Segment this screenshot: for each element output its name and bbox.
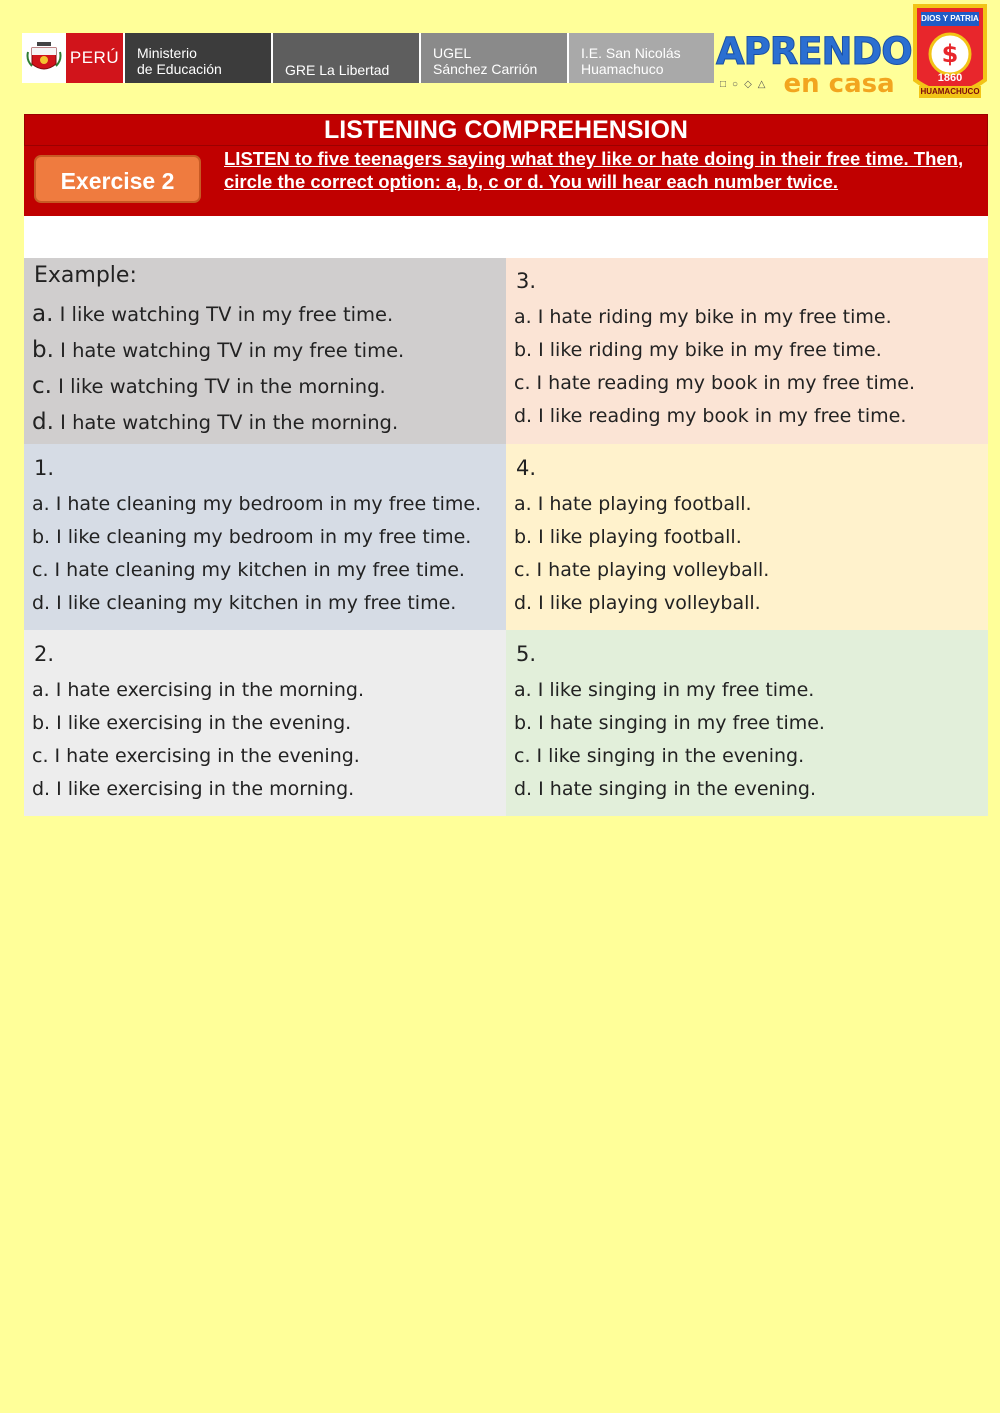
question-2-option-a[interactable]: a. I hate exercising in the morning. bbox=[32, 679, 365, 701]
question-number: 1. bbox=[34, 456, 55, 480]
question-3-option-b[interactable]: b. I like riding my bike in my free time. bbox=[514, 339, 882, 361]
question-number: 2. bbox=[34, 642, 55, 666]
school-badge-logo: $ DIOS Y PATRIA 1860 HUAMACHUCO bbox=[911, 2, 989, 106]
example-option-d: d. I hate watching TV in the morning. bbox=[32, 409, 399, 435]
instructions-text: LISTEN to five teenagers saying what they like or hate doing in their free time. Then, circle the correct option: a, b, c or d. You will hear each number twice. bbox=[224, 148, 964, 192]
question-3-cell bbox=[506, 258, 988, 444]
question-5-option-c[interactable]: c. I like singing in the evening. bbox=[514, 745, 805, 767]
institution-header bbox=[22, 33, 714, 83]
instructions-bar bbox=[24, 146, 988, 216]
question-4-option-d[interactable]: d. I like playing volleyball. bbox=[514, 592, 761, 614]
question-2-option-c[interactable]: c. I hate exercising in the evening. bbox=[32, 745, 360, 767]
question-2-option-d[interactable]: d. I like exercising in the morning. bbox=[32, 778, 355, 800]
question-1-cell bbox=[24, 444, 506, 630]
question-4-cell bbox=[506, 444, 988, 630]
question-5-option-b[interactable]: b. I hate singing in my free time. bbox=[514, 712, 825, 734]
question-4-option-c[interactable]: c. I hate playing volleyball. bbox=[514, 559, 770, 581]
exercise-label: Exercise 2 bbox=[34, 155, 201, 203]
gre-label: GRE La Libertad bbox=[271, 33, 419, 83]
peru-crest-logo bbox=[22, 33, 66, 83]
question-2-option-b[interactable]: b. I like exercising in the evening. bbox=[32, 712, 352, 734]
question-number: 5. bbox=[516, 642, 537, 666]
question-5-option-d[interactable]: d. I hate singing in the evening. bbox=[514, 778, 817, 800]
question-3-option-c[interactable]: c. I hate reading my book in my free time. bbox=[514, 372, 916, 394]
question-4-option-b[interactable]: b. I like playing football. bbox=[514, 526, 742, 548]
spacer-strip bbox=[24, 216, 988, 258]
question-1-option-a[interactable]: a. I hate cleaning my bedroom in my free time. bbox=[32, 493, 482, 515]
question-1-option-d[interactable]: d. I like cleaning my kitchen in my free time. bbox=[32, 592, 457, 614]
question-3-option-a[interactable]: a. I hate riding my bike in my free time. bbox=[514, 306, 892, 328]
question-5-option-a[interactable]: a. I like singing in my free time. bbox=[514, 679, 815, 701]
question-number: 4. bbox=[516, 456, 537, 480]
school-label: I.E. San Nicolás Huamachuco bbox=[567, 33, 714, 83]
example-option-b: b. I hate watching TV in my free time. bbox=[32, 337, 405, 363]
svg-text:$: $ bbox=[941, 40, 959, 68]
question-1-option-b[interactable]: b. I like cleaning my bedroom in my free time. bbox=[32, 526, 472, 548]
page-title: LISTENING COMPREHENSION bbox=[24, 114, 988, 146]
question-2-cell bbox=[24, 630, 506, 816]
question-1-option-c[interactable]: c. I hate cleaning my kitchen in my free time. bbox=[32, 559, 465, 581]
question-4-option-a[interactable]: a. I hate playing football. bbox=[514, 493, 752, 515]
question-3-option-d[interactable]: d. I like reading my book in my free time. bbox=[514, 405, 907, 427]
question-5-cell bbox=[506, 630, 988, 816]
aprendo-en-casa-logo: APRENDO □○◇△ en casa bbox=[716, 30, 912, 99]
example-label: Example: bbox=[34, 263, 137, 288]
ugel-label: UGEL Sánchez Carrión bbox=[419, 33, 567, 83]
peru-label: PERÚ bbox=[66, 33, 123, 83]
shapes-icon: □○◇△ bbox=[720, 78, 772, 90]
question-number: 3. bbox=[516, 269, 537, 293]
ministerio-label: Ministerio de Educación bbox=[123, 33, 271, 83]
example-option-a: a. I like watching TV in my free time. bbox=[32, 301, 394, 327]
example-option-c: c. I like watching TV in the morning. bbox=[32, 373, 386, 399]
example-cell bbox=[24, 258, 506, 444]
